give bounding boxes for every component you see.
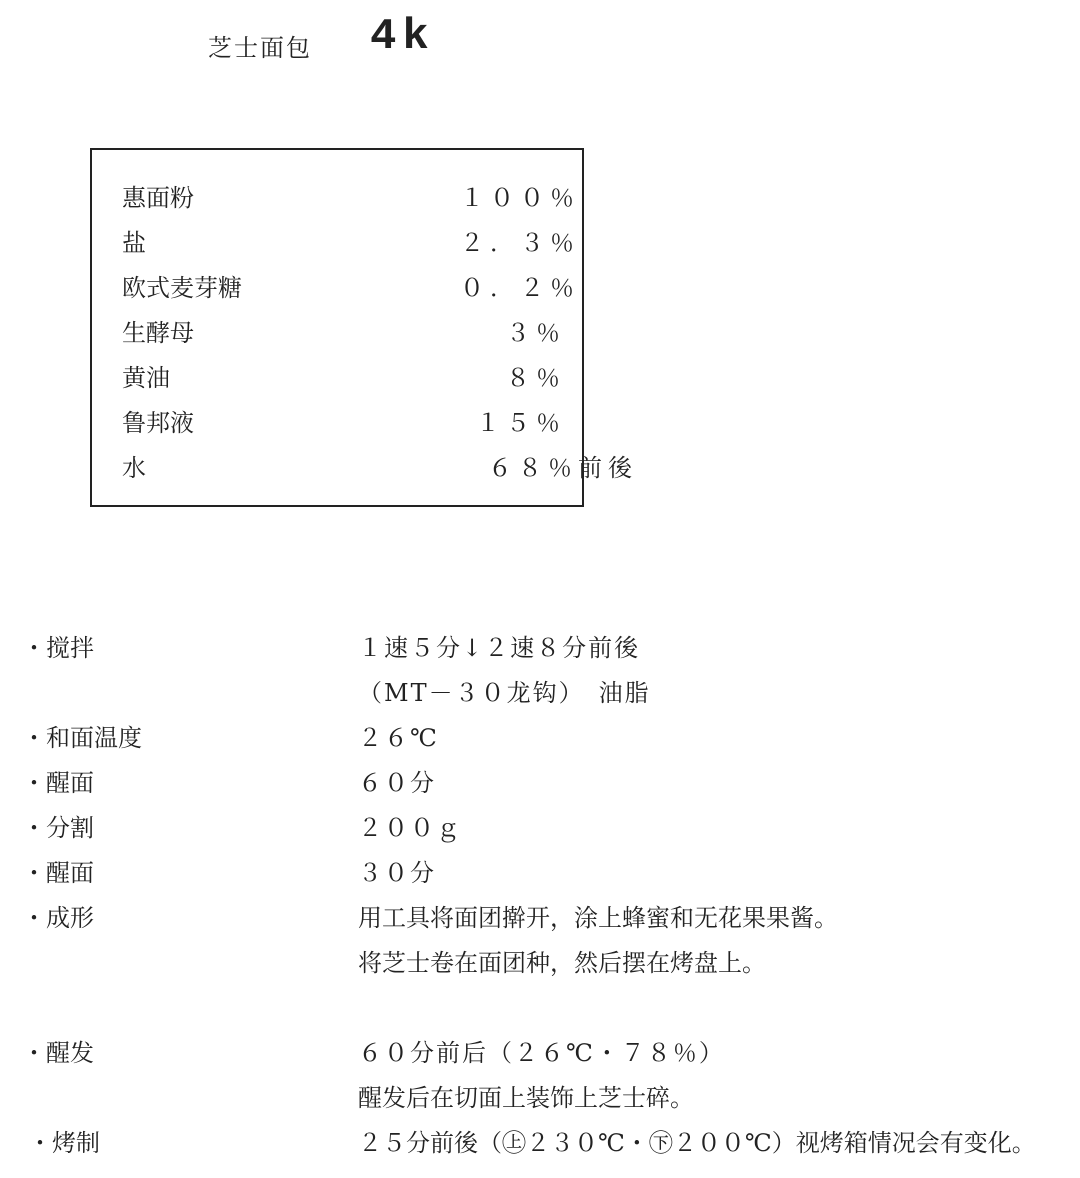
ingredient-row <box>122 403 566 438</box>
ingredient-name: 惠面粉 <box>122 184 194 212</box>
ingredient-name: 盐 <box>122 229 146 257</box>
ingredient-amount: ８％ <box>506 364 566 392</box>
ingredient-row <box>122 268 580 303</box>
step-label: ・醒发 <box>22 1039 94 1067</box>
step-label: ・醒面 <box>22 769 94 797</box>
step-value: ２５分前後（㊤２３０℃・㊦２００℃）视烤箱情况会有变化。 <box>358 1129 1036 1157</box>
ingredient-row <box>122 448 638 483</box>
ingredient-row <box>122 178 580 213</box>
batch-quantity: 4k <box>370 12 435 62</box>
step-value: 醒发后在切面上装饰上芝士碎。 <box>358 1084 694 1112</box>
step-value: ６０分 <box>358 769 436 797</box>
step-label: ・成形 <box>22 904 94 932</box>
step-value: ２６℃ <box>358 724 439 752</box>
step-value: （MT－３０龙钩） 油脂 <box>358 679 651 707</box>
step-value: 用工具将面团擀开，涂上蜂蜜和无花果果酱。 <box>358 904 838 932</box>
step-value: １速５分↓２速８分前後 <box>358 634 641 662</box>
step-value: ６０分前后（２６℃・７８％） <box>358 1039 725 1067</box>
ingredient-name: 黄油 <box>122 364 170 392</box>
ingredient-name: 生酵母 <box>122 319 194 347</box>
ingredient-row <box>122 358 566 393</box>
ingredient-row <box>122 223 580 258</box>
ingredient-name: 鲁邦液 <box>122 409 194 437</box>
step-label: ・醒面 <box>22 859 94 887</box>
step-value: 将芝士卷在面团种，然后摆在烤盘上。 <box>358 949 766 977</box>
ingredient-row <box>122 313 566 348</box>
ingredient-amount: ２．３％ <box>460 229 580 257</box>
ingredient-name: 欧式麦芽糖 <box>122 274 242 302</box>
ingredient-amount: ６８％前後 <box>488 454 638 482</box>
step-label: ・和面温度 <box>22 724 142 752</box>
recipe-title: 芝士面包 <box>208 34 312 62</box>
ingredient-table <box>90 148 638 507</box>
ingredient-amount: １００％ <box>460 184 580 212</box>
ingredient-amount: １５％ <box>476 409 566 437</box>
step-value: ２００ｇ <box>358 814 462 842</box>
ingredient-name: 水 <box>122 454 146 482</box>
step-value: ３０分 <box>358 859 436 887</box>
step-label: ・搅拌 <box>22 634 94 662</box>
step-label: ・分割 <box>22 814 94 842</box>
ingredient-amount: ３％ <box>506 319 566 347</box>
step-label: ・烤制 <box>28 1129 100 1157</box>
ingredient-amount: ０．２％ <box>460 274 580 302</box>
